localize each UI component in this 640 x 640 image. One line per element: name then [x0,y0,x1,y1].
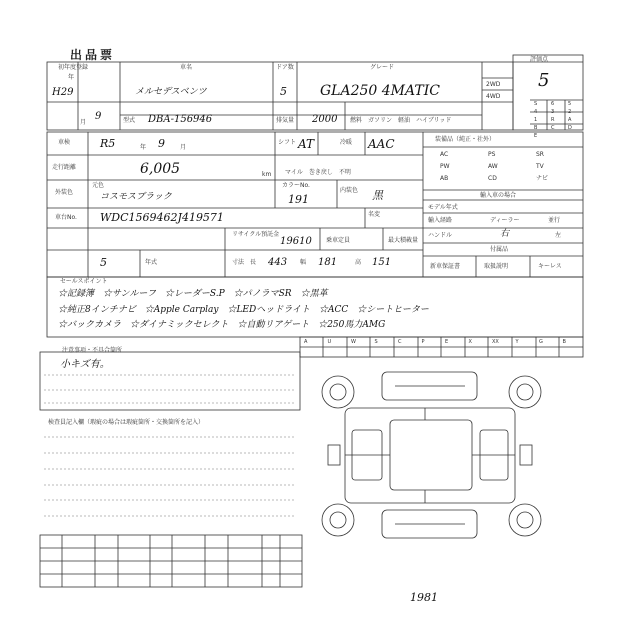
accessory-item: 取扱説明 [484,263,509,270]
grade-grid-cell: A [568,117,572,123]
grade-grid-cell: 2 [568,109,572,115]
notes-label: 注意事項・不具合箇所 [62,347,123,354]
grade-grid-cell: 3 [551,109,555,115]
chassis-value: WDC1569462J419571 [100,211,224,224]
grade-grid-cell: 6 [551,101,555,107]
grade-grid-cell: E [534,133,538,139]
accessory-item: 新車保証書 [430,263,461,270]
car-name-label: 車名 [180,64,193,71]
legend-code: U [327,339,332,345]
equipment-item: TV [536,163,544,170]
inspection-label: 車検 [58,139,71,146]
aircon-value: AAC [368,137,395,151]
capacity-label: 最大積載量 [388,237,419,244]
equipment-item: AW [488,163,498,170]
inspection-year-value: R5 [100,137,116,150]
width-value: 181 [318,257,338,268]
nameplate-label: 名変 [368,211,381,218]
dealer-option: ディーラー [490,217,520,224]
grade-grid-cell: 5 [568,101,572,107]
mileage-label: 走行距離 [52,164,77,171]
drive-4wd: 4WD [486,93,501,100]
model-year-label: 年式 [145,259,158,266]
handle-value: 右 [500,229,510,239]
interior-label: 内装色 [340,187,359,194]
equipment-item: PS [488,151,496,158]
doors-label: ドア数 [276,64,294,71]
legend-code: G [539,339,543,345]
shift-label: シフト [278,139,297,146]
legend-code: B [562,339,566,345]
handle-left-option: 左 [555,232,562,239]
chassis-label: 車台No. [55,214,77,221]
grade-grid-cell: 4 [534,109,538,115]
sales-points-label: セールスポイント [60,278,108,285]
interior-value: 黒 [372,189,383,202]
color-no-value: 191 [288,193,309,206]
seats-label: 乗車定員 [326,237,351,244]
displacement-label: 排気量 [276,117,295,124]
legend-code: S [374,339,378,345]
legend-code: XX [492,339,499,345]
accessories-label: 付属品 [490,246,509,253]
grade-grid-cell: C [551,125,555,131]
inspection-year-unit: 年 [140,144,147,151]
import-route-label: 輸入経路 [428,217,453,224]
height-value: 151 [372,257,392,268]
inspection-month-value: 9 [158,137,165,150]
mileage-options: マイル 巻き戻し 不明 [285,169,351,176]
grade-grid-cell: R [551,117,555,123]
sales-point-line-3: ☆バックカメラ ☆ダイナミックセレクト ☆自動リアゲート ☆250馬力AMG [58,320,386,330]
legend-code: Y [515,339,519,345]
equipment-item: ナビ [536,175,549,182]
seats-value: 5 [100,256,107,269]
import-label: 輸入車の場合 [480,192,517,199]
color-no-label: カラーNo. [282,182,310,189]
handle-label: ハンドル [428,232,453,239]
inspector-label: 検査員記入欄（瑕疵の場合は瑕疵箇所・交換箇所を記入） [48,419,205,426]
length-value: 443 [268,257,288,268]
length-label: 長 [250,259,257,266]
grade-grid-cell: B [534,125,538,131]
recycle-label: リサイクル預託金 [232,231,280,238]
equipment-title: 装備品（純正・社外） [435,136,496,143]
grade-value: GLA250 4MATIC [320,83,440,99]
legend-code: W [351,339,356,345]
first-reg-label: 初年度登録 [58,64,89,71]
month-unit: 月 [80,119,87,126]
legend-code: P [421,339,425,345]
equipment-item: SR [536,151,544,158]
equipment-item: CD [488,175,497,182]
year-unit: 年 [68,74,75,81]
equipment-item: AC [440,151,449,158]
original-color-label: 元色 [92,182,105,189]
model-year-import-label: モデル年式 [428,204,458,211]
grade-grid-cell: D [568,125,572,131]
recycle-value: 19610 [280,236,312,247]
sales-point-line-2: ☆純正8インチナビ ☆Apple Carplay ☆LEDヘッドライト ☆ACC ☆シートヒーター [58,305,429,315]
shift-value: AT [298,137,315,151]
equipment-item: AB [440,175,449,182]
color-label: 外装色 [55,189,74,196]
notes-line-1: 小キズ有。 [60,359,110,370]
lot-number: 1981 [410,591,438,604]
inspection-month-unit: 月 [180,144,187,151]
width-label: 幅 [300,259,307,266]
score-value: 5 [538,70,550,91]
mileage-value: 6,005 [140,161,181,177]
legend-code: A [304,339,308,345]
dimensions-label: 寸法 [232,259,245,266]
displacement-value: 2000 [312,114,338,125]
color-value: コスモスブラック [100,192,172,202]
doors-value: 5 [280,85,287,98]
model-value: DBA-156946 [148,114,213,125]
year-value: H29 [52,87,74,98]
equipment-item: PW [440,163,450,170]
grade-grid-cell: S [534,101,538,107]
legend-code: C [398,339,402,345]
car-diagram [322,372,541,538]
score-label: 評価点 [530,56,549,63]
legend-code: E [445,339,449,345]
fuel-label: 燃料 [350,117,363,124]
form-title: 出品票 [70,48,116,62]
month-value: 9 [95,111,102,122]
accessory-item: キーレス [538,263,562,270]
sales-point-line-1: ☆記録簿 ☆サンルーフ ☆レーダーS.P ☆パノラマSR ☆黒革 [58,289,328,299]
fuel-options: ガソリン 軽油 ハイブリッド [368,117,452,124]
km-unit: km [262,171,272,178]
aircon-label: 冷暖 [340,139,353,146]
grade-grid-cell: 1 [534,117,538,123]
parallel-option: 並行 [548,217,561,224]
car-name-value: メルセデスベンツ [135,87,207,97]
drive-2wd: 2WD [486,81,501,88]
grade-label: グレード [370,64,395,71]
height-label: 高 [355,259,362,266]
legend-code: X [468,339,472,345]
model-label: 型式 [123,117,136,124]
